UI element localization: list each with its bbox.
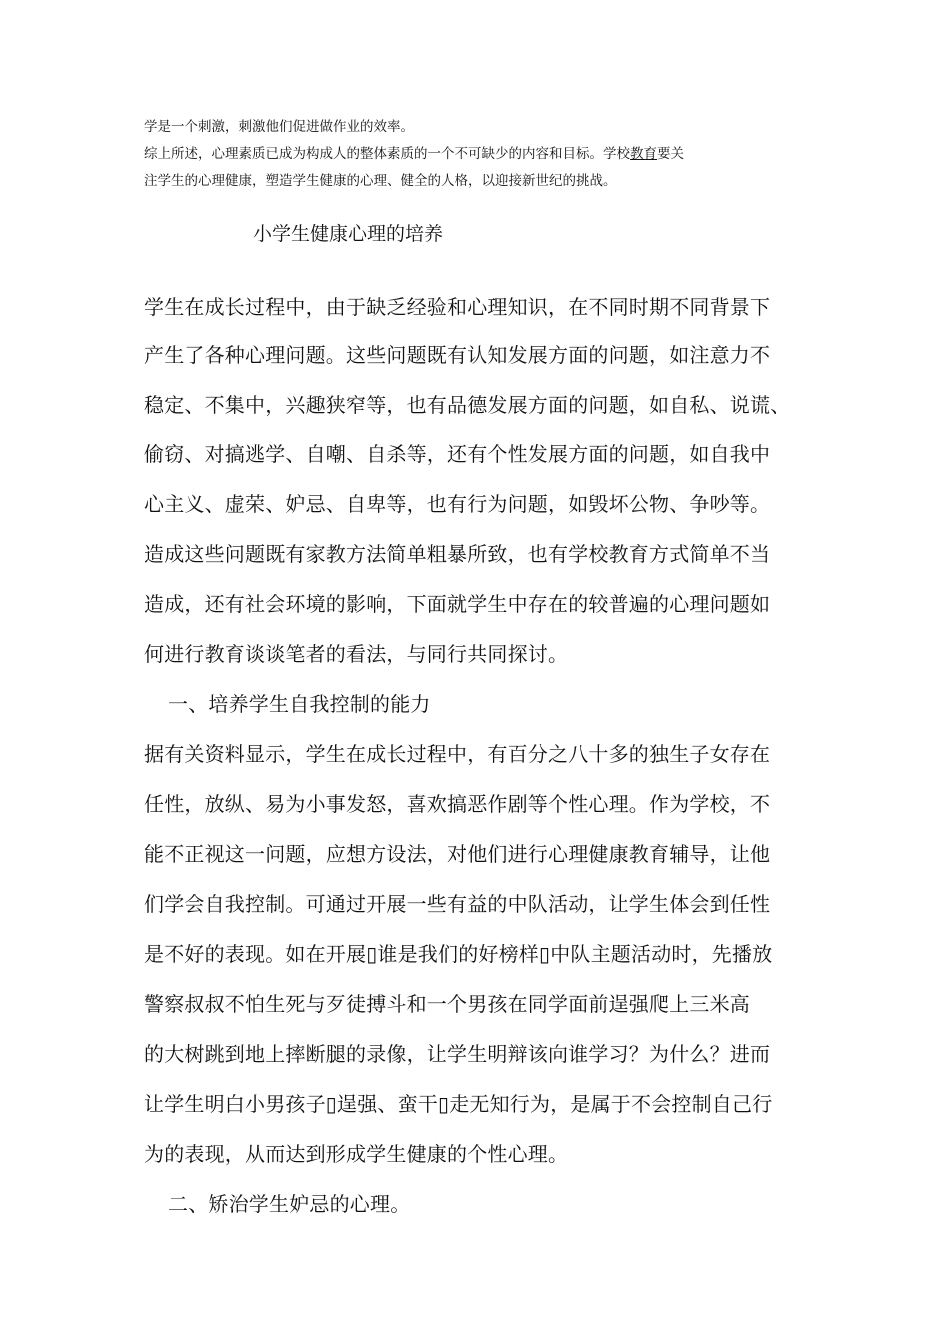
intro-line-2-tail: 要关 [657, 146, 684, 162]
body-line: 产生了各种心理问题。这些问题既有认知发展方面的问题，如注意力不 [144, 343, 771, 367]
section-1-line: 能不正视这一问题，应想方设法，对他们进行心理健康教育辅导，让他 [144, 842, 771, 866]
body-line: 稳定、不集中，兴趣狭窄等，也有品德发展方面的问题，如自私、说谎、 [144, 393, 791, 417]
intro-line-3: 注学生的心理健康，塑造学生健康的心理、健全的人格，以迎接新世纪的挑战。 [144, 173, 617, 189]
body-line: 造成，还有社会环境的影响，下面就学生中存在的较普遍的心理问题如 [144, 592, 771, 616]
education-link[interactable]: 教育 [630, 146, 657, 162]
body-line: 心主义、虚荣、妒忌、自卑等，也有行为问题，如毁坏公物、争吵等。 [144, 492, 771, 516]
body-line: 学生在成长过程中，由于缺乏经验和心理知识，在不同时期不同背景下 [144, 295, 771, 319]
intro-line-2 [144, 141, 814, 168]
section-1-line: 让学生明白小男孩子▯逞强、蛮干▯走无知行为，是属于不会控制自己行 [144, 1092, 773, 1116]
body-line: 造成这些问题既有家教方法简单粗暴所致，也有学校教育方式简单不当 [144, 542, 771, 566]
section-1-line: 是不好的表现。如在开展▯谁是我们的好榜样▯中队主题活动时，先播放 [144, 942, 773, 966]
section-1-heading: 一、培养学生自我控制的能力 [168, 692, 431, 716]
body-line: 偷窃、对搞逃学、自嘲、自杀等，还有个性发展方面的问题，如自我中 [144, 442, 771, 466]
section-1-line: 们学会自我控制。可通过开展一些有益的中队活动，让学生体会到任性 [144, 892, 771, 916]
body-line: 何进行教育谈谈笔者的看法，与同行共同探讨。 [144, 642, 569, 666]
article-title: 小学生健康心理的培养 [253, 223, 444, 245]
section-2-heading: 二、矫治学生妒忌的心理。 [168, 1192, 411, 1216]
intro-line-1: 学是一个刺激，刺激他们促进做作业的效率。 [144, 119, 414, 135]
intro-line-2-text: 综上所述，心理素质已成为构成人的整体素质的一个不可缺少的内容和目标。学校 [144, 146, 630, 162]
section-1-line: 的大树跳到地上摔断腿的录像，让学生明辩该向谁学习？为什么？进而 [144, 1042, 771, 1066]
section-1-line: 警察叔叔不怕生死与歹徒搏斗和一个男孩在同学面前逞强爬上三米高 [144, 992, 750, 1016]
section-1-line: 任性，放纵、易为小事发怒，喜欢搞恶作剧等个性心理。作为学校，不 [144, 792, 771, 816]
section-1-line: 为的表现，从而达到形成学生健康的个性心理。 [144, 1142, 569, 1166]
section-1-line: 据有关资料显示，学生在成长过程中，有百分之八十多的独生子女存在 [144, 742, 771, 766]
